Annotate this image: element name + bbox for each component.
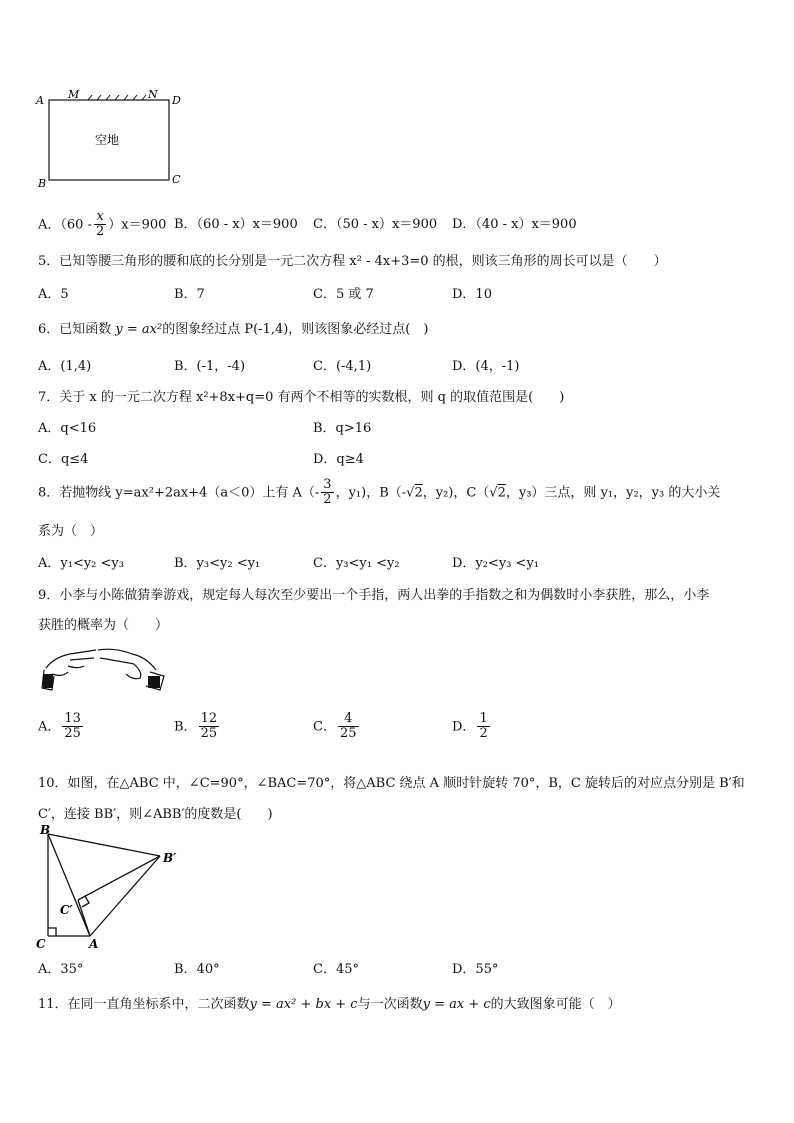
q8-option-b[interactable]: B．y₃<y₂ <y₁	[174, 556, 261, 571]
q5-option-c[interactable]: C．5 或 7	[313, 287, 374, 302]
triangle-figure	[34, 822, 184, 952]
label-b-prime: B′	[163, 851, 177, 865]
q7-option-d[interactable]: D．q≥4	[313, 452, 364, 467]
q4-option-b[interactable]: B．（60 - x）x＝900	[174, 217, 298, 232]
label-b: B	[38, 177, 47, 190]
label-c: C	[172, 173, 181, 186]
q10-option-b[interactable]: B．40°	[174, 962, 220, 977]
q9-stem-line2: 获胜的概率为（ ）	[38, 618, 169, 633]
q10-option-c[interactable]: C．45°	[313, 962, 359, 977]
label-d: D	[172, 94, 181, 107]
label-n: N	[148, 88, 158, 101]
q6-stem: 6．已知函数 y = ax²的图象经过点 P(-1,4)，则该图象必经过点( )	[38, 322, 429, 337]
q4-option-c[interactable]: C．（50 - x）x＝900	[313, 217, 438, 232]
q10-stem: 10．如图，在△ABC 中，∠C=90°，∠BAC=70°，将△ABC 绕点 A 顺时针旋转 70°，B，C 旋转后的对应点分别是 B′和	[38, 776, 745, 791]
q5-option-a[interactable]: A．5	[38, 287, 69, 302]
q9-option-b[interactable]: B． $\frac{12}{25}$	[174, 711, 218, 742]
q6-option-c[interactable]: C．(-4,1)	[313, 359, 372, 374]
label-c: C	[36, 937, 46, 951]
q7-option-c[interactable]: C．q≤4	[38, 452, 89, 467]
q8-option-c[interactable]: C．y₃<y₁ <y₂	[313, 556, 400, 571]
q8-option-a[interactable]: A．y₁<y₂ <y₃	[38, 556, 124, 571]
q5-option-d[interactable]: D．10	[452, 287, 492, 302]
q8-stem-line2: 系为（ ）	[38, 524, 104, 539]
hands-illustration	[38, 640, 168, 692]
q7-stem: 7．关于 x 的一元二次方程 x²+8x+q=0 有两个不相等的实数根，则 q 的取值范围是( )	[38, 390, 565, 405]
q6-option-a[interactable]: A．(1,4)	[38, 359, 92, 374]
label-b: B	[40, 823, 51, 837]
label-m: M	[68, 88, 80, 101]
q10-option-a[interactable]: A．35°	[38, 962, 84, 977]
rectangle-figure	[30, 84, 200, 190]
q4-option-d[interactable]: D．（40 - x）x＝900	[452, 217, 577, 232]
q6-option-d[interactable]: D．(4，-1)	[452, 359, 520, 374]
q4-option-a[interactable]: A．（60 - $\frac{x}{2}$ ）x＝900	[38, 209, 167, 240]
q5-option-b[interactable]: B．7	[174, 287, 205, 302]
q10-stem-line2: C′，连接 BB′，则∠ABB′的度数是( )	[38, 807, 273, 822]
q9-stem: 9．小李与小陈做猜拳游戏，规定每人每次至少要出一个手指，两人出拳的手指数之和为偶数时小李获胜，那么，小李	[38, 588, 710, 603]
label-empty-lot: 空地	[95, 133, 120, 147]
q8-option-d[interactable]: D．y₂<y₃ <y₁	[452, 556, 540, 571]
label-c-prime: C′	[60, 903, 73, 917]
q9-option-a[interactable]: A． $\frac{13}{25}$	[38, 711, 81, 742]
q11-stem: 11．在同一直角坐标系中，二次函数y = ax² + bx + c与一次函数y = ax + c的大致图象可能（ ）	[38, 997, 621, 1012]
q7-option-a[interactable]: A．q<16	[38, 421, 97, 436]
label-a: A	[89, 937, 99, 951]
q9-option-c[interactable]: C． $\frac{4}{25}$	[313, 711, 357, 742]
q8-stem: 8．若抛物线 y=ax²+2ax+4（a＜0）上有 A（- $\frac{3}{2}$ ，y₁)，B（-√2，y₂)，C（√2，y₃）三点，则 y₁，y₂，y₃ 的大小关	[38, 477, 721, 508]
q6-option-b[interactable]: B．(-1，-4)	[174, 359, 246, 374]
q7-option-b[interactable]: B．q>16	[313, 421, 372, 436]
q10-option-d[interactable]: D．55°	[452, 962, 499, 977]
q5-stem: 5．已知等腰三角形的腰和底的长分别是一元二次方程 x² - 4x+3=0 的根，则该三角形的周长可以是（ ）	[38, 254, 667, 269]
label-a: A	[36, 94, 44, 107]
q9-option-d[interactable]: D． $\frac{1}{2}$	[452, 711, 488, 742]
